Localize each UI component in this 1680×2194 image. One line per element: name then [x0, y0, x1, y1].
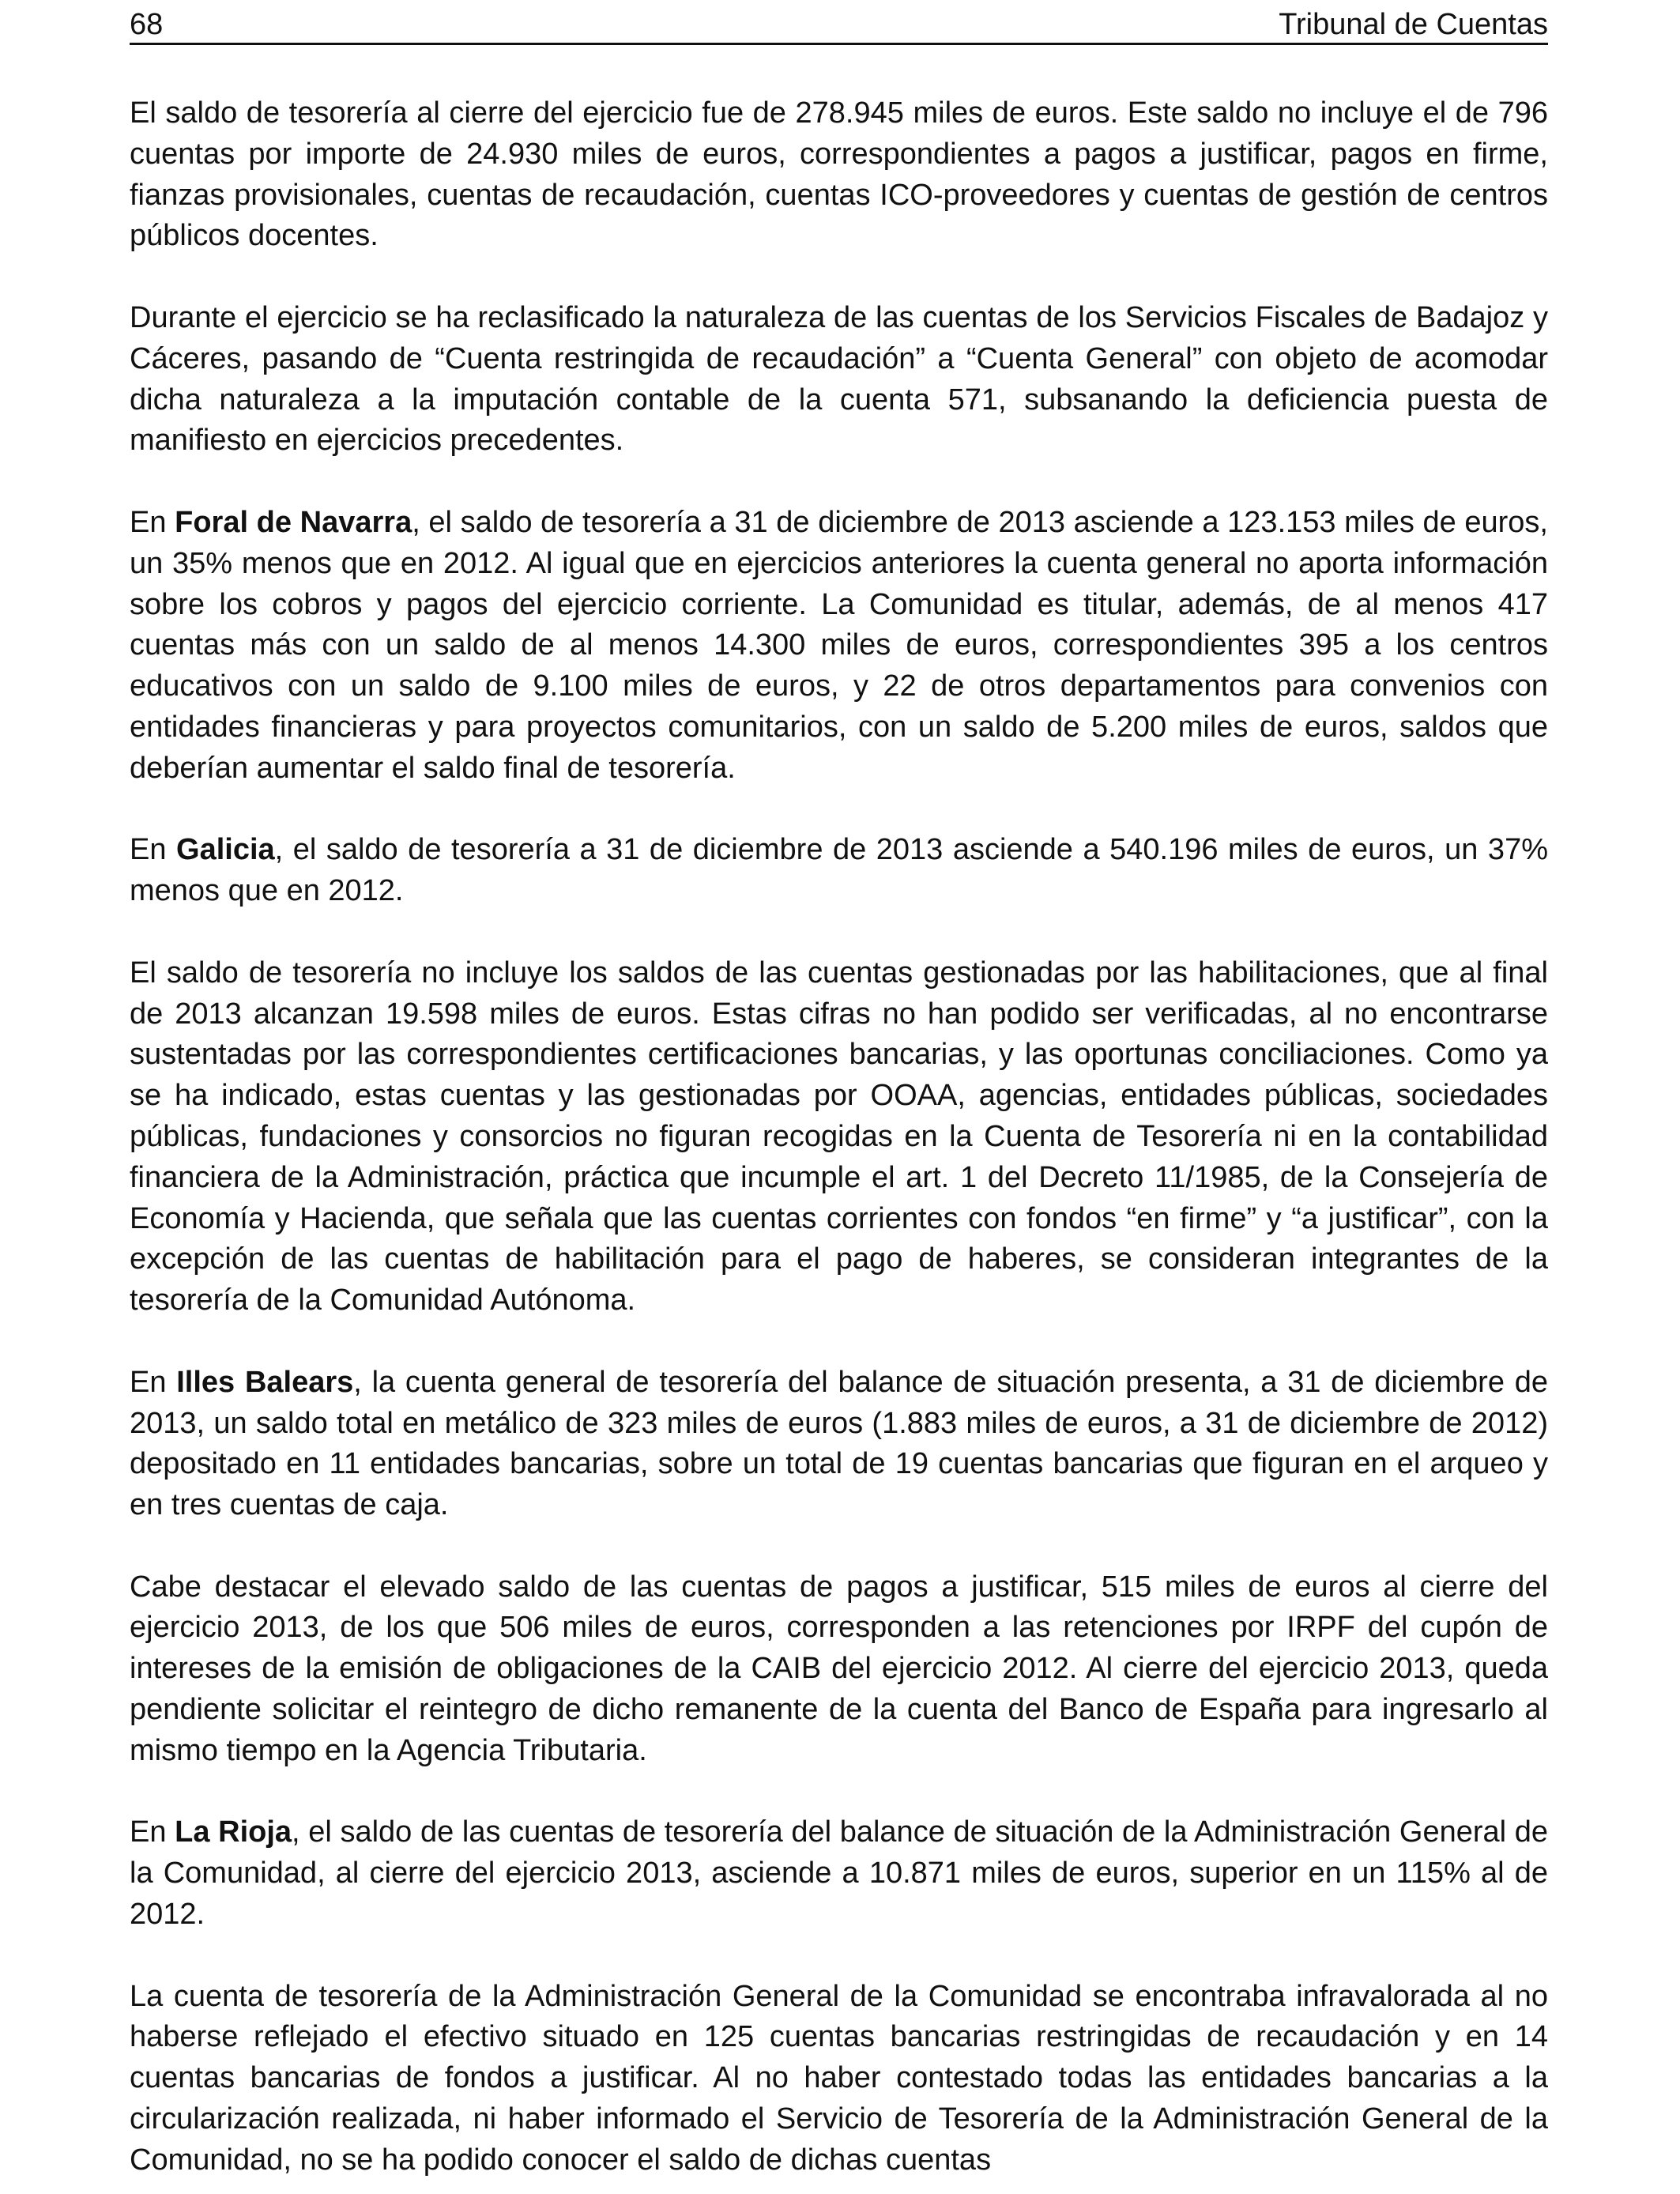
paragraph-text: Durante el ejercicio se ha reclasificado la naturaleza de las cuentas de los Servicios Fiscales de Badajoz y Cáceres, pasando de “Cuenta restringida de recaudación” a “Cuenta General” con objeto de acomodar dicha naturaleza a la imputación contable de la cuenta 571, subsanando la deficiencia puesta de manifiesto en ejercicios precedentes. [130, 300, 1548, 458]
region-name: La Rioja [175, 1815, 292, 1849]
header-title: Tribunal de Cuentas [1279, 8, 1548, 41]
region-name: Illes Balears [176, 1365, 354, 1399]
paragraph-illes-balears [130, 1363, 1548, 1526]
region-name: Galicia [176, 833, 275, 867]
paragraph-text: La cuenta de tesorería de la Administración General de la Comunidad se encontraba infravalorada al no haberse reflejado el efectivo situado en 125 cuentas bancarias restringidas de recaudación y en 14 cuentas bancarias de fondos a justificar. Al no haber contestado todas las entidades bancarias a la circularización realizada, ni haber informado el Servicio de Tesorería de la Administración General de la Comunidad, no se ha podido conocer el saldo de dichas cuentas [130, 1979, 1548, 2177]
paragraph-text: Cabe destacar el elevado saldo de las cuentas de pagos a justificar, 515 miles de euros al cierre del ejercicio 2013, de los que 506 miles de euros, corresponden a las retenciones por IRPF del cupón de intereses de la emisión de obligaciones de la CAIB del ejercicio 2012. Al cierre del ejercicio 2013, queda pendiente solicitar el reintegro de dicho remanente de la cuenta del Banco de España para ingresarlo al mismo tiempo en la Agencia Tributaria. [130, 1570, 1548, 1767]
paragraph-navarra [130, 503, 1548, 790]
paragraph-lead: En [130, 505, 175, 539]
region-name: Foral de Navarra [175, 505, 412, 539]
paragraph-lead: En [130, 833, 177, 867]
paragraph-extremadura-reclassification [130, 298, 1548, 462]
paragraph-lead: En [130, 1815, 175, 1849]
paragraph-lead: En [130, 1365, 177, 1399]
paragraph-la-rioja-infravalorada [130, 1977, 1548, 2181]
paragraph-text: El saldo de tesorería al cierre del ejercicio fue de 278.945 miles de euros. Este saldo no incluye el de 796 cuentas por importe de 24.930 miles de euros, correspondientes a pagos a justificar, pagos en firme, fianzas provisionales, cuentas de recaudación, cuentas ICO-proveedores y cuentas de gestión de centros públicos docentes. [130, 96, 1548, 253]
paragraph-extremadura-balance [130, 93, 1548, 257]
paragraph-la-rioja [130, 1812, 1548, 1935]
paragraph-text: El saldo de tesorería no incluye los saldos de las cuentas gestionadas por las habilitaciones, que al final de 2013 alcanzan 19.598 miles de euros. Estas cifras no han podido ser verificadas, al no encontrarse sustentadas por las correspondientes certificaciones bancarias, y las oportunas conciliaciones. Como ya se ha indicado, estas cuentas y las gestionadas por OOAA, agencias, entidades públicas, sociedades públicas, fundaciones y consorcios no figuran recogidas en la Cuenta de Tesorería ni en la contabilidad financiera de la Administración, práctica que incumple el art. 1 del Decreto 11/1985, de la Consejería de Economía y Hacienda, que señala que las cuentas corrientes con fondos “en firme” y “a justificar”, con la excepción de las cuentas de habilitación para el pago de haberes, se consideran integrantes de la tesorería de la Comunidad Autónoma. [130, 956, 1548, 1318]
paragraph-text: , el saldo de tesorería a 31 de diciembre de 2013 asciende a 540.196 miles de euros, un 37% menos que en 2012. [130, 833, 1548, 908]
paragraph-text: , el saldo de las cuentas de tesorería del balance de situación de la Administración General de la Comunidad, al cierre del ejercicio 2013, asciende a 10.871 miles de euros, superior en un 115% al de 2012. [130, 1815, 1549, 1932]
page-number: 68 [130, 8, 164, 41]
paragraph-text: , la cuenta general de tesorería del balance de situación presenta, a 31 de diciembre de 2013, un saldo total en metálico de 323 miles de euros (1.883 miles de euros, a 31 de diciembre de 2012) depositado en 11 entidades bancarias, sobre un total de 19 cuentas bancarias que figuran en el arqueo y en tres cuentas de caja. [130, 1365, 1548, 1522]
paragraph-galicia [130, 830, 1548, 912]
page-header [130, 6, 1548, 45]
paragraph-text: , el saldo de tesorería a 31 de diciembre de 2013 asciende a 123.153 miles de euros, un 35% menos que en 2012. Al igual que en ejercicios anteriores la cuenta general no aporta información sobre los cobros y pagos del ejercicio corriente. La Comunidad es titular, además, de al menos 417 cuentas más con un saldo de al menos 14.300 miles de euros, correspondientes 395 a los centros educativos con un saldo de 9.100 miles de euros, y 22 de otros departamentos para convenios con entidades financieras y para proyectos comunitarios, con un saldo de 5.200 miles de euros, saldos que deberían aumentar el saldo final de tesorería. [130, 505, 1548, 785]
document-body [130, 93, 1548, 2181]
paragraph-galicia-habilitaciones [130, 953, 1548, 1321]
paragraph-illes-balears-pagos [130, 1567, 1548, 1772]
